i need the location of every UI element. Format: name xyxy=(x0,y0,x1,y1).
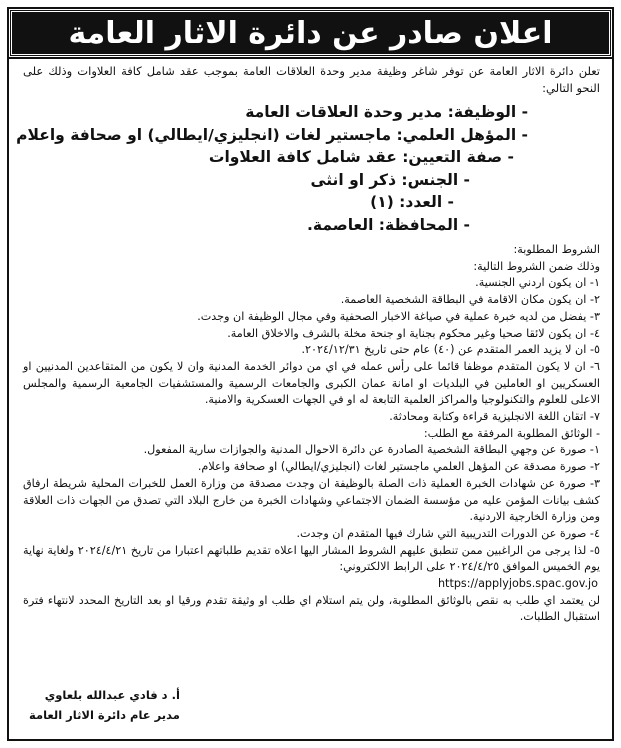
conditions-intro: وذلك ضمن الشروط التالية: xyxy=(473,259,600,273)
detail-appointment-type: - صفة التعيين: عقد شامل كافة العلاوات xyxy=(208,148,514,166)
documents-heading: - الوثائق المطلوبة المرفقة مع الطلب: xyxy=(423,426,600,440)
announcement-title: اعلان صادر عن دائرة الاثار العامة xyxy=(9,9,612,57)
announcement-body xyxy=(9,57,612,626)
application-link[interactable]: https://applyjobs.spac.gov.jo xyxy=(437,577,598,591)
intro-text: تعلن دائرة الاثار العامة عن توفر شاغر وظيفة مدير وحدة العلاقات العامة بموجب عقد شامل كافة العلاوات وذلك على النحو التالي: xyxy=(23,64,600,95)
condition-item: ٣- يفضل من لديه خبرة عملية في صياغة الاخبار الصحفية وفي مجال الوظيفة ان وجدت. xyxy=(197,309,600,323)
document-item: ١- صورة عن وجهي البطاقة الشخصية الصادرة عن دائرة الاحوال المدنية والجوازات سارية المفعول. xyxy=(143,443,600,457)
signatory-position: مدير عام دائرة الاثار العامة xyxy=(29,708,180,722)
document-item: ٣- صورة عن شهادات الخبرة العملية ذات الصلة بالوظيفة ان وجدت مصدقة من وزارة العمل للخبرات المحلية شريطة ارفاق كشف بيانات المؤمن عليه من مؤسسة الضمان الاجتماعي وشهادات الخبرة من خارج البلاد التي تصدق من الجهات ذات العلاقة ومن وزارة الخارجية الاردنية. xyxy=(23,476,600,524)
detail-qualification: - المؤهل العلمي: ماجستير لغات (انجليزي/ايطالي) او صحافة واعلام xyxy=(16,125,528,144)
document-item: ٢- صورة مصدقة عن المؤهل العلمي ماجستير لغات (انجليزي/ايطالي) او صحافة واعلام. xyxy=(197,460,600,474)
job-details xyxy=(16,101,600,236)
document-item: ٤- صورة عن الدورات التدريبية التي شارك فيها المتقدم ان وجدت. xyxy=(296,526,600,540)
closing-note: لن يعتمد اي طلب به نقص بالوثائق المطلوبة، ولن يتم استلام اي طلب او وثيقة تقدم ورقيا او بعد التاريخ المحدد لانتهاء فترة استقبال الطلبات. xyxy=(23,593,600,624)
detail-count: - العدد: (١) xyxy=(370,193,454,211)
condition-item: ٤- ان يكون لائقا صحيا وغير محكوم بجناية او جنحة مخلة بالشرف والاخلاق العامة. xyxy=(227,326,600,340)
detail-governorate: - المحافظة: العاصمة. xyxy=(307,215,470,234)
announcement-frame xyxy=(7,7,614,741)
condition-item: ٧- اتقان اللغة الانجليزية قراءة وكتابة ومحادثة. xyxy=(389,410,600,424)
detail-gender: - الجنس: ذكر او انثى xyxy=(310,170,470,189)
condition-item: ٥- ان لا يزيد العمر المتقدم عن (٤٠) عام حتى تاريخ ٢٠٢٤/١٢/٣١. xyxy=(301,343,600,357)
conditions-section xyxy=(23,242,600,626)
condition-item: ٢- ان يكون مكان الاقامة في البطاقة الشخصية العاصمة. xyxy=(340,293,600,307)
condition-item: ١- ان يكون اردني الجنسية. xyxy=(475,276,600,290)
document-item: ٥- لذا يرجى من الراغبين ممن تنطبق عليهم الشروط المشار اليها اعلاه تقديم طلباتهم اعتبارا من تاريخ ٢٠٢٤/٤/٢١ ولغاية نهاية يوم الخميس الموافق ٢٠٢٤/٤/٢٥ على الرابط الالكتروني: xyxy=(23,543,600,574)
signatory-name: أ. د فادي عبدالله بلعاوي xyxy=(44,688,180,702)
signature-block xyxy=(29,685,180,725)
conditions-heading: الشروط المطلوبة: xyxy=(513,243,600,256)
condition-item: ٦- ان لا يكون المتقدم موظفا قائما على رأس عمله في اي من دوائر الخدمة المدنية وان لا يكون من المتقاعدين المدنيين او العسكريين او العاملين في البلديات او امانة عمان الكبرى والجامعات الرسمية والمستشفيات الجامعية الرسمية والمجلس الاعلى للعلوم والتكنولوجيا والمراكز العلمية التابعة له او في الجهات العسكرية والامنية. xyxy=(23,359,600,407)
detail-job-title: - الوظيفة: مدير وحدة العلاقات العامة xyxy=(245,103,528,121)
